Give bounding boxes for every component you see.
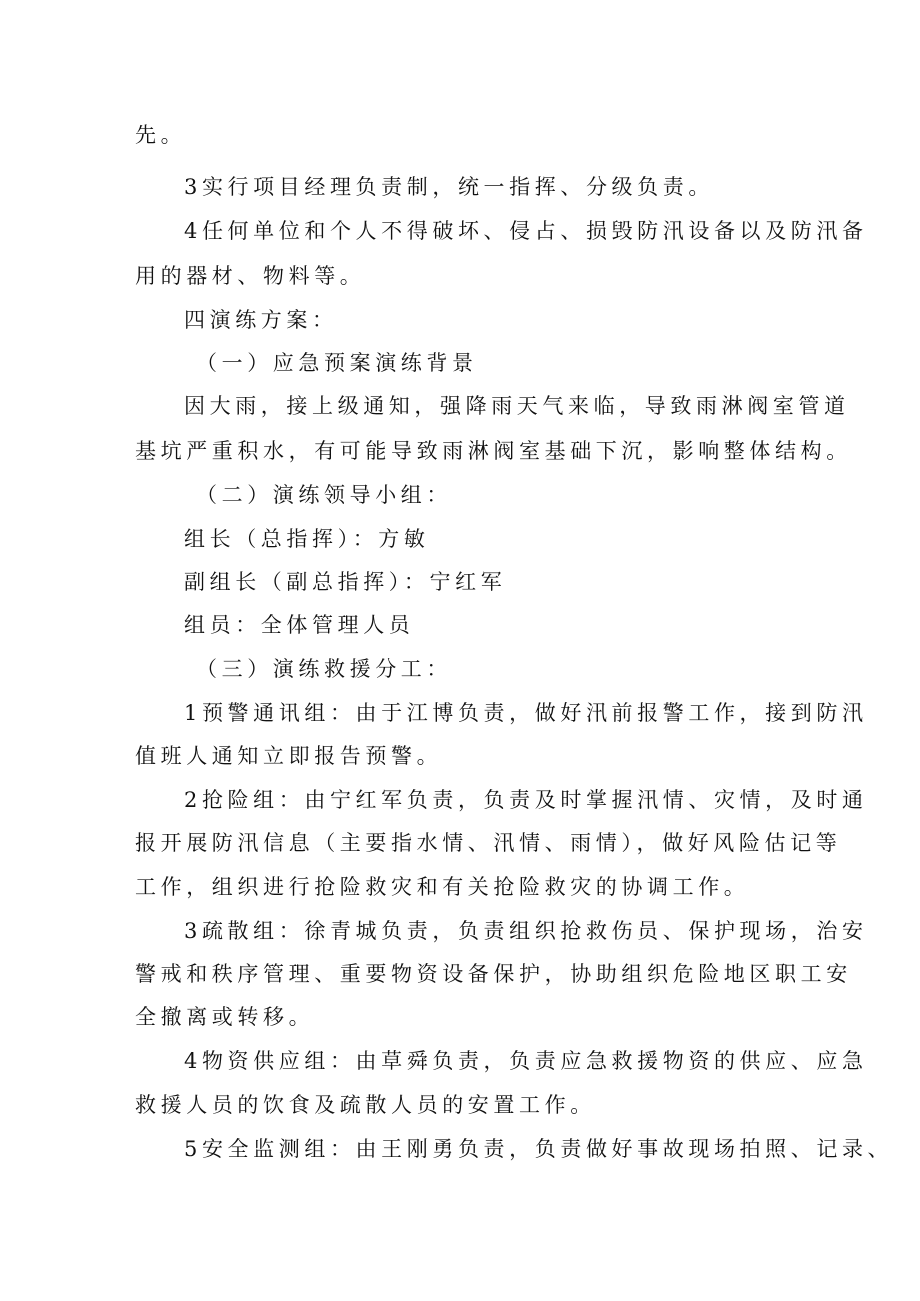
text-line: 组长（总指挥）：方敏 xyxy=(184,527,430,551)
text-line: 3疏散组：徐青城负责，负责组织抢救伤员、保护现场，治安 xyxy=(184,919,868,943)
text-line: 3实行项目经理负责制，统一指挥、分级负责。 xyxy=(184,175,714,199)
text-line: 组员：全体管理人员 xyxy=(184,613,415,637)
text-line: 5安全监测组：由王刚勇负责，负责做好事故现场拍照、记录、 xyxy=(184,1137,894,1161)
text-line: 值班人通知立即报告预警。 xyxy=(135,744,443,768)
section-heading: （一）应急预案演练背景 xyxy=(196,351,478,375)
text-line: 报开展防汛信息（主要指水情、汛情、雨情），做好风险估记等 xyxy=(135,831,842,855)
text-line: 1预警通讯组：由于江博负责，做好汛前报警工作，接到防汛 xyxy=(184,701,868,725)
text-line: 副组长（副总指挥）：宁红军 xyxy=(184,570,507,594)
text-line: 用的器材、物料等。 xyxy=(135,264,366,288)
text-line: 四演练方案： xyxy=(184,308,338,332)
section-heading: （二）演练领导小组： xyxy=(196,483,452,507)
text-line: 4物资供应组：由草舜负责，负责应急救援物资的供应、应急 xyxy=(184,1049,868,1073)
text-line: 4任何单位和个人不得破坏、侵占、损毁防汛设备以及防汛备 xyxy=(184,219,868,243)
text-line: 全撤离或转移。 xyxy=(135,1005,315,1029)
text-line: 先。 xyxy=(135,123,187,147)
text-line: 2抢险组：由宁红军负责，负责及时掌握汛情、灾情，及时通 xyxy=(184,788,868,812)
text-line: 基坑严重积水，有可能导致雨淋阀室基础下沉，影响整体结构。 xyxy=(135,439,852,463)
section-heading: （三）演练救援分工： xyxy=(196,657,452,681)
text-line: 工作，组织进行抢险救灾和有关抢险救灾的协调工作。 xyxy=(135,875,750,899)
text-line: 救援人员的饮食及疏散人员的安置工作。 xyxy=(135,1093,596,1117)
text-line: 因大雨，接上级通知，强降雨天气来临，导致雨淋阀室管道 xyxy=(184,394,850,418)
text-line: 警戒和秩序管理、重要物资设备保护，协助组织危险地区职工安 xyxy=(135,962,852,986)
